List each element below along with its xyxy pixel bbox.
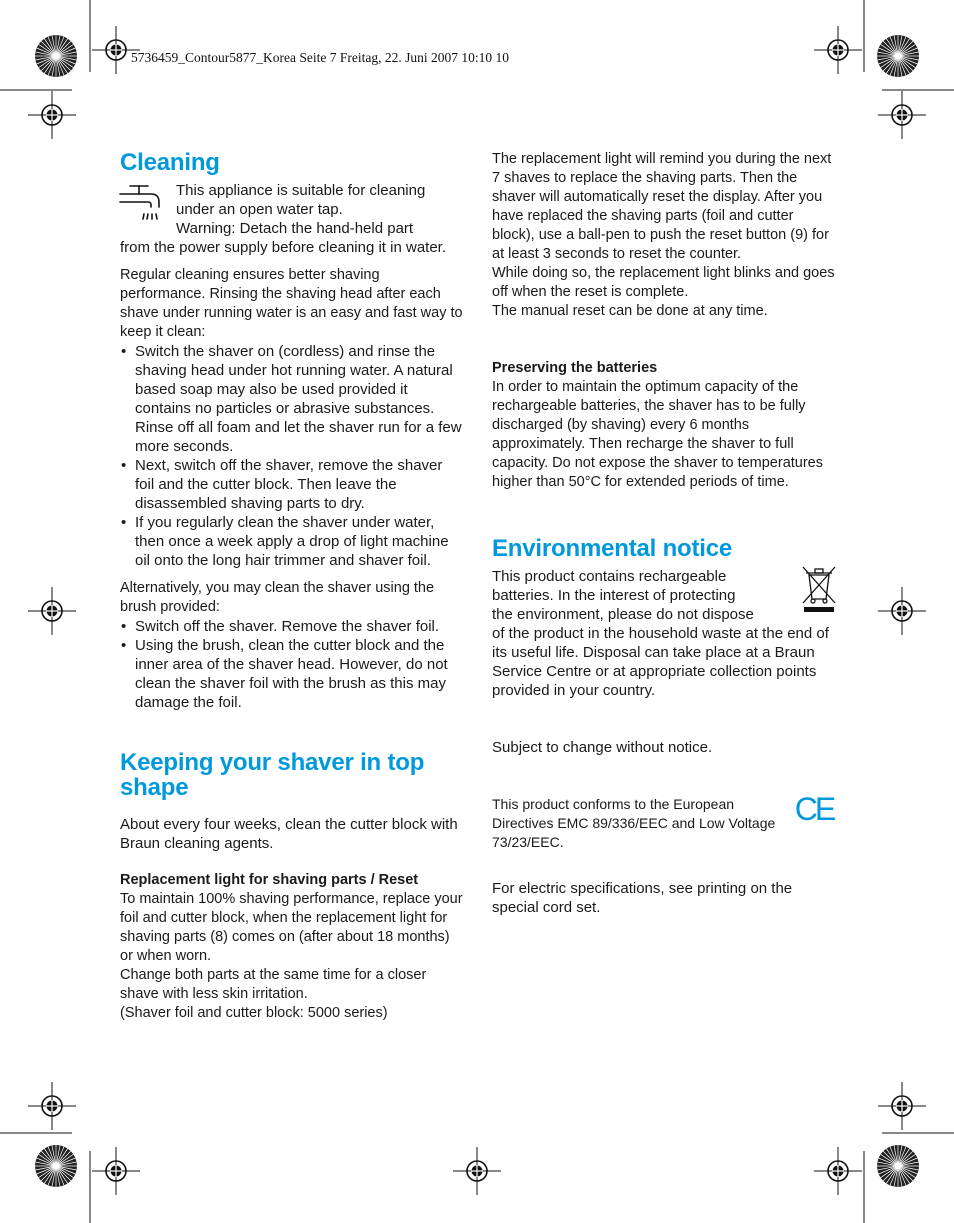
replacement-reminder-text: The replacement light will remind you during the next 7 shaves to replace the shaving parts. Then the shaver will automatically reset the display. After you have replaced the shaving parts (foil and cutter block), use a ball-pen to push the reset button (9) for at least 3 seconds to reset the counter. [492,151,832,262]
manual-reset-text: The manual reset can be done at any time. [492,303,768,319]
starburst-target-icon [35,35,77,77]
cleaning-intro [120,181,465,257]
electric-specs-text: For electric specifications, see printing on the special cord set. [492,880,793,916]
print-info-header: 5736459_Contour5877_Korea Seite 7 Freitag, 22. Juni 2007 10:10 10 [131,50,509,65]
batteries-subtitle: Preserving the batteries [492,360,658,376]
left-column [120,150,465,1023]
registration-mark-icon [453,1147,501,1195]
regular-cleaning-text: Regular cleaning ensures better shaving performance. Rinsing the shaving head after each shave under running water is an easy and fast way to keep it clean: [120,267,463,340]
env-line: batteries. In the interest of protecting [492,587,736,604]
registration-mark-icon [878,1082,926,1130]
environmental-notice-title: Environmental notice [492,535,733,562]
conformity-text: This product conforms to the European Directives EMC 89/336/EEC and Low Voltage 73/23/EEC. [492,796,776,850]
cleaning-title: Cleaning [120,149,220,176]
ce-mark-text: CE [794,791,834,827]
cleaning-intro-rest: from the power supply before cleaning it in water. [120,239,447,256]
environmental-notice [492,567,837,700]
starburst-target-icon [35,1145,77,1187]
brush-steps-list [120,617,465,712]
list-item: • Switch off the shaver. Remove the shaver foil. [120,617,465,636]
registration-mark-icon [28,91,76,139]
series-note: (Shaver foil and cutter block: 5000 series) [120,1005,388,1021]
cleaning-steps-list [120,342,465,570]
list-item: • If you regularly clean the shaver under water, then once a week apply a drop of light machine oil onto the long hair trimmer and shaver foil. [120,513,465,570]
registration-mark-icon [814,26,862,74]
list-item: • Using the brush, clean the cutter block and the inner area of the shaver head. However, do not clean the shaver foil with the brush as this may damage the foil. [120,636,465,712]
starburst-target-icon [877,35,919,77]
registration-mark-icon [28,1082,76,1130]
registration-mark-icon [878,91,926,139]
crossed-out-bin-icon [798,563,838,613]
cleaning-intro-line: under an open water tap. [176,201,343,218]
list-item: • Switch the shaver on (cordless) and rinse the shaving head under hot running water. A natural based soap may also be used provided it contains no particles or abrasive substances. Rinse off all foam and let the shaver run for a few more seconds. [120,342,465,456]
env-line: the environment, please do not dispose [492,606,754,623]
right-column [492,150,837,917]
cleaning-intro-line: This appliance is suitable for cleaning [176,182,426,199]
registration-mark-icon [814,1147,862,1195]
batteries-text: In order to maintain the optimum capacity of the rechargeable batteries, the shaver has to be fully discharged (by shaving) every 6 months approximately. Then recharge the shaver to full capacity. Do not expose the shaver to temperatures higher than 50°C for extended periods of time. [492,379,823,490]
replacement-text: To maintain 100% shaving performance, replace your foil and cutter block, when the replacement light for shaving parts (8) comes on (after about 18 months) or when worn. [120,891,463,964]
list-item: • Next, switch off the shaver, remove the shaver foil and the cutter block. Then leave the disassembled shaving parts to dry. [120,456,465,513]
keeping-text: About every four weeks, clean the cutter block with Braun cleaning agents. [120,816,458,852]
registration-mark-icon [878,587,926,635]
change-both-text: Change both parts at the same time for a closer shave with less skin irritation. [120,967,427,1002]
registration-mark-icon [28,587,76,635]
env-rest: of the product in the household waste at the end of its useful life. Disposal can take place at a Braun Service Centre or at appropriate collection points provided in your country. [492,625,829,699]
keeping-title: Keeping your shaver in top shape [120,749,425,801]
conformity-block [492,791,837,852]
env-line: This product contains rechargeable [492,568,727,585]
alternatively-text: Alternatively, you may clean the shaver using the brush provided: [120,580,435,615]
water-tap-icon [118,183,164,229]
cleaning-intro-line: Warning: Detach the hand-held part [176,220,414,237]
blinks-text: While doing so, the replacement light blinks and goes off when the reset is complete. [492,265,835,300]
subject-to-change-text: Subject to change without notice. [492,739,713,756]
registration-mark-icon [92,1147,140,1195]
replacement-subtitle: Replacement light for shaving parts / Reset [120,872,419,888]
starburst-target-icon [877,1145,919,1187]
ce-mark-icon [791,789,837,829]
